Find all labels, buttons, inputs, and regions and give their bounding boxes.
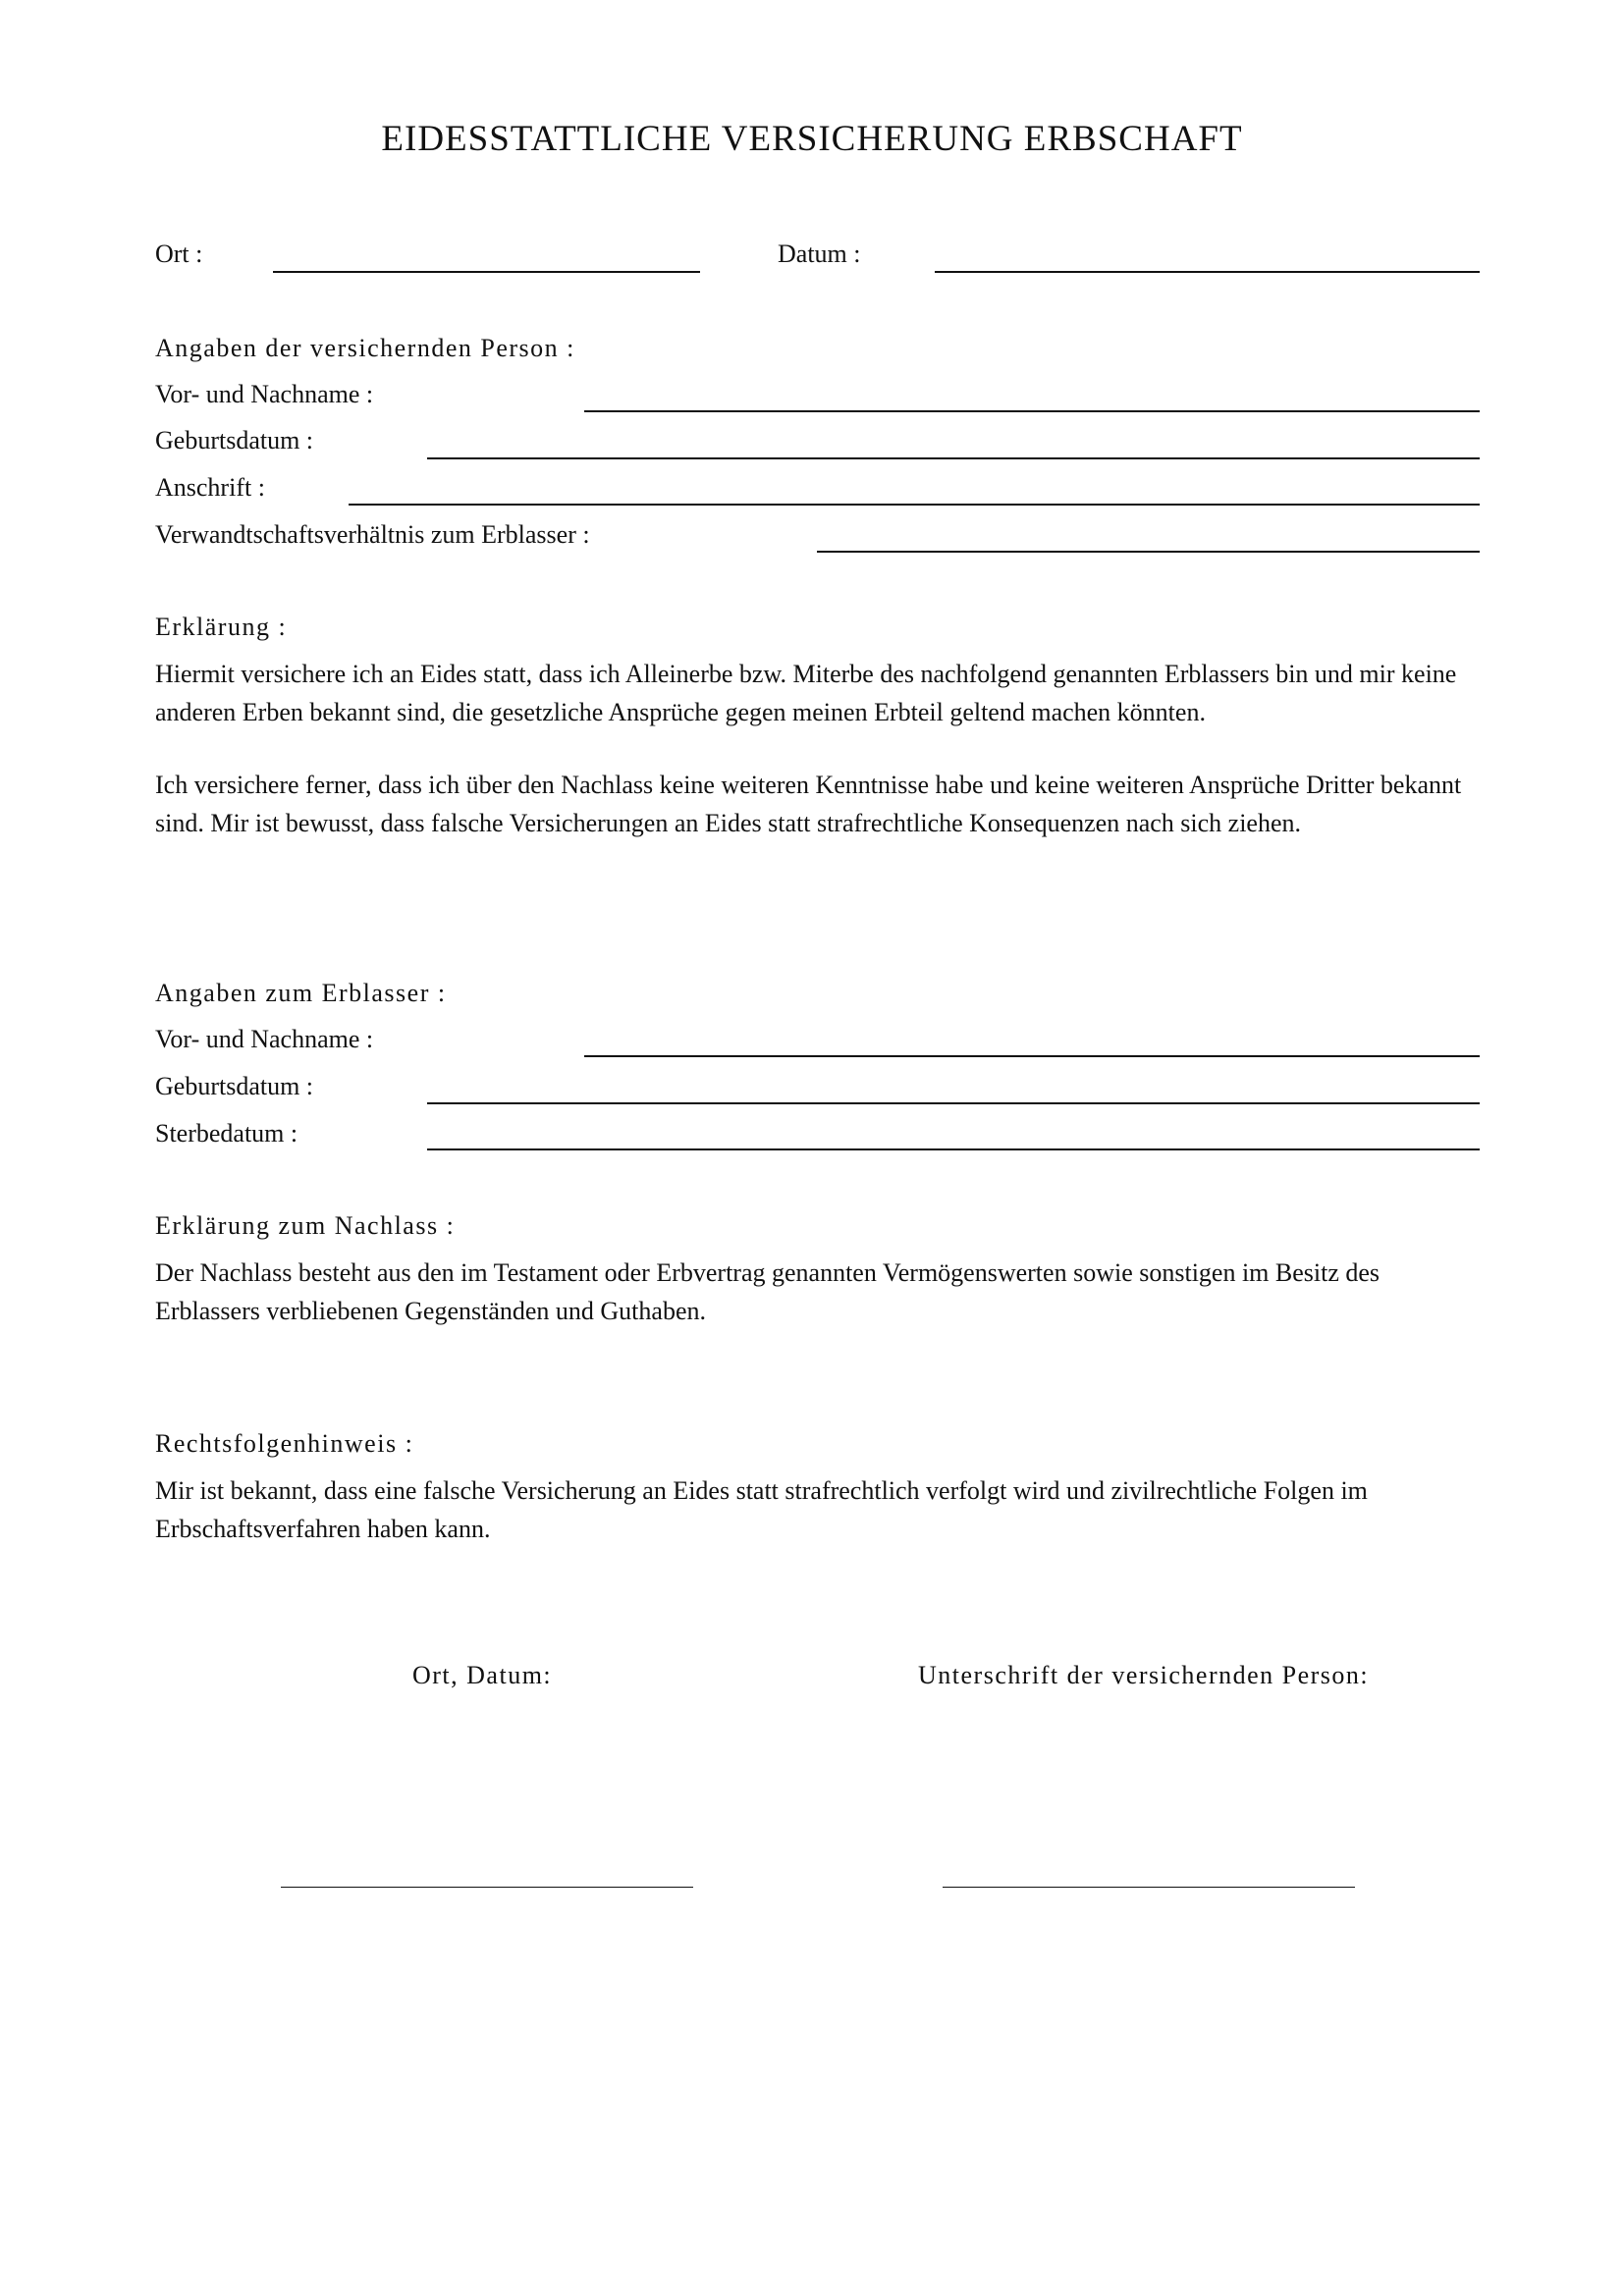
legal-heading: Rechtsfolgenhinweis :: [155, 1429, 414, 1458]
declaration-heading: Erklärung :: [155, 613, 288, 641]
person-birth-label: Geburtsdatum :: [155, 426, 314, 454]
person-address-field[interactable]: [349, 504, 1480, 506]
person-birth-field[interactable]: [427, 457, 1480, 459]
declaration-paragraph-2: Ich versichere ferner, dass ich über den Nachlass keine weiteren Kenntnisse habe und keine weiteren Ansprüche Dritter bekannt sind. Mir ist bewusst, dass falsche Versicherungen an Eides statt strafrechtliche Konsequenzen nach sich ziehen.: [155, 771, 1462, 837]
person-relation-label: Verwandtschaftsverhältnis zum Erblasser :: [155, 520, 590, 549]
person-name-label: Vor- und Nachname :: [155, 380, 374, 408]
person-heading: Angaben der versichernden Person :: [155, 334, 575, 362]
testator-birth-label: Geburtsdatum :: [155, 1072, 314, 1100]
testator-birth-field[interactable]: [427, 1102, 1480, 1104]
place-label: Ort :: [155, 240, 203, 268]
date-field[interactable]: [935, 271, 1480, 273]
person-relation-field[interactable]: [817, 551, 1480, 553]
testator-death-field[interactable]: [427, 1148, 1480, 1150]
testator-heading: Angaben zum Erblasser :: [155, 979, 447, 1007]
estate-paragraph: Der Nachlass besteht aus den im Testament oder Erbvertrag genannten Vermögenswerten sowie sonstigen im Besitz des Erblassers verbliebenen Gegenständen und Guthaben.: [155, 1258, 1380, 1325]
signature-field[interactable]: [943, 1887, 1355, 1888]
declaration-paragraph-1: Hiermit versichere ich an Eides statt, dass ich Alleinerbe bzw. Miterbe des nachfolgend genannten Erblassers bin und mir keine anderen Erben bekannt sind, die gesetzliche Ansprüche gegen meinen Erbteil geltend machen könnten.: [155, 660, 1457, 726]
signature-place-date-field[interactable]: [281, 1887, 693, 1888]
person-name-field[interactable]: [584, 410, 1480, 412]
date-label: Datum :: [778, 240, 861, 268]
place-field[interactable]: [273, 271, 700, 273]
estate-heading: Erklärung zum Nachlass :: [155, 1211, 456, 1240]
document-title: EIDESSTATTLICHE VERSICHERUNG ERBSCHAFT: [381, 119, 1243, 159]
person-address-label: Anschrift :: [155, 473, 265, 502]
testator-name-field[interactable]: [584, 1055, 1480, 1057]
testator-name-label: Vor- und Nachname :: [155, 1025, 374, 1053]
signature-place-date-label: Ort, Datum:: [412, 1661, 553, 1689]
legal-paragraph: Mir ist bekannt, dass eine falsche Versicherung an Eides statt strafrechtlich verfolgt wird und zivilrechtliche Folgen im Erbschaftsverfahren haben kann.: [155, 1476, 1368, 1543]
testator-death-label: Sterbedatum :: [155, 1119, 298, 1148]
signature-label: Unterschrift der versichernden Person:: [918, 1661, 1370, 1689]
